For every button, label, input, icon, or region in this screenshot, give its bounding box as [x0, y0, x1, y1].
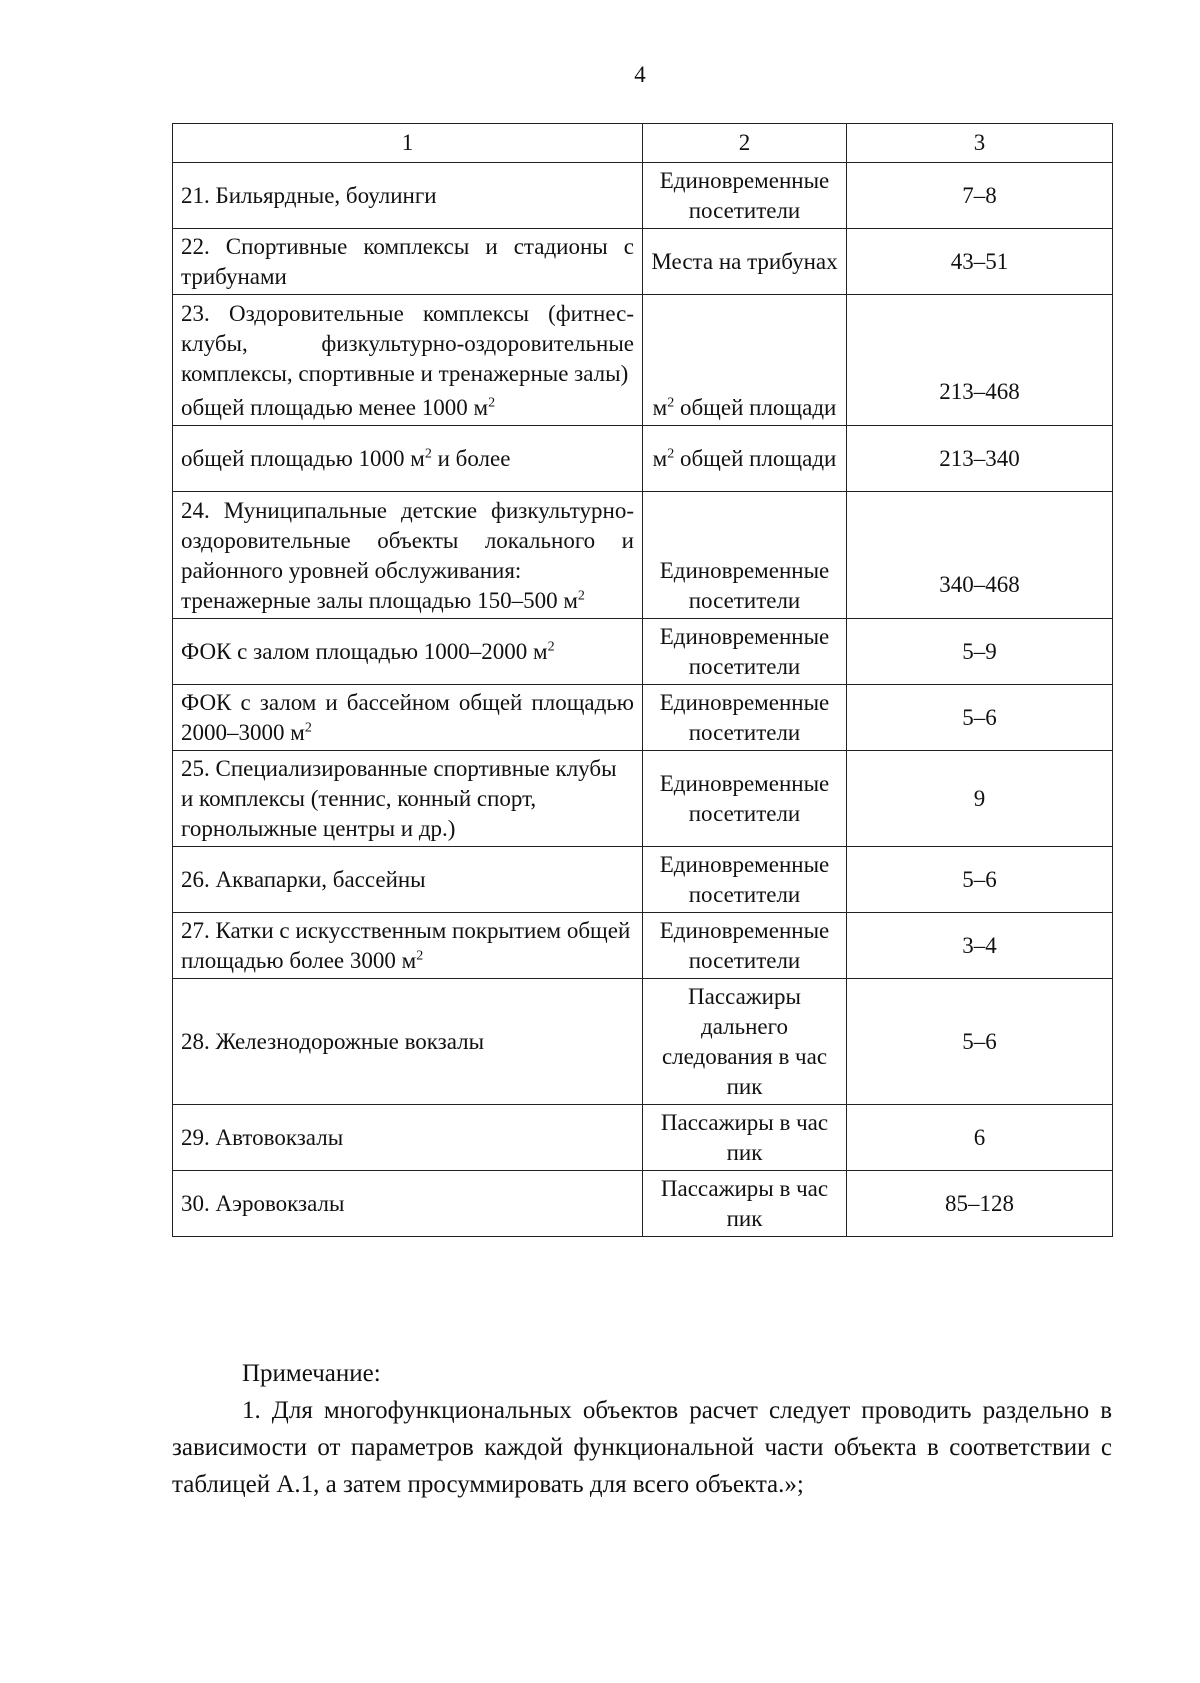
value-cell: 43–51 [847, 229, 1113, 295]
unit-cell: Единовременные посетители [643, 847, 847, 913]
data-table [172, 123, 1113, 1237]
table-row [173, 1105, 1113, 1171]
superscript: 2 [667, 445, 675, 461]
unit-cell: Единовременные посетители [643, 913, 847, 979]
subitem-text: общей площадью менее 1000 м [181, 395, 489, 420]
table-row [173, 163, 1113, 229]
table-row [173, 426, 1113, 492]
unit-text: общей площади [674, 395, 837, 420]
name-text: ФОК с залом и бассейном общей площадью 2000–3000 м [181, 689, 634, 745]
value-cell: 9 [847, 751, 1113, 847]
column-header: 3 [847, 124, 1113, 163]
value-cell: 5–6 [847, 685, 1113, 751]
table-row [173, 847, 1113, 913]
superscript: 2 [547, 638, 555, 654]
group-title: 24. Муниципальные детские физкультурно-оздоровительные объекты локального и районного уровней обслуживания: [181, 498, 634, 583]
note-block [172, 1355, 1112, 1503]
value-cell: 5–6 [847, 847, 1113, 913]
superscript: 2 [424, 445, 432, 461]
table-row [173, 685, 1113, 751]
object-name [173, 295, 643, 426]
name-text: и более [431, 445, 511, 471]
object-name: 21. Бильярдные, боулинги [173, 163, 643, 229]
subitem-name [181, 586, 634, 616]
object-name [173, 685, 643, 751]
unit-cell: Пассажиры дальнего следования в час пик [643, 979, 847, 1105]
superscript: 2 [416, 947, 424, 963]
superscript: 2 [577, 588, 585, 604]
unit-cell: Единовременные посетители [643, 751, 847, 847]
object-name [173, 426, 643, 492]
table-row [173, 979, 1113, 1105]
value-cell: 6 [847, 1105, 1113, 1171]
table-row [173, 229, 1113, 295]
object-name: 26. Аквапарки, бассейны [173, 847, 643, 913]
page-number: 4 [634, 62, 646, 87]
value-cell: 85–128 [847, 1171, 1113, 1237]
table-header-row [173, 124, 1113, 163]
unit-cell: Единовременные посетители [643, 163, 847, 229]
unit-cell: Единовременные посетители [643, 685, 847, 751]
object-name [173, 913, 643, 979]
unit-cell: Места на трибунах [643, 229, 847, 295]
table-row-group [173, 492, 1113, 619]
unit-text: м [652, 445, 668, 471]
superscript: 2 [667, 395, 675, 411]
value-cell: 340–468 [847, 492, 1113, 619]
table-row-group [173, 295, 1113, 426]
note-text: 1. Для многофункциональных объектов расчет следует проводить раздельно в зависимости от параметров каждой функциональной части объекта в соответствии с таблицей А.1, а затем просуммировать для всего объекта.»; [172, 1397, 1112, 1498]
group-title: 23. Оздоровительные комплексы (фитнес-клубы, физкультурно-оздоровительные комплексы, спортивные и тренажерные залы) [181, 301, 634, 386]
unit-cell: Пассажиры в час пик [643, 1171, 847, 1237]
unit-cell: Единовременные посетители [643, 619, 847, 685]
table-row [173, 1171, 1113, 1237]
column-header: 2 [643, 124, 847, 163]
value-cell: 213–340 [847, 426, 1113, 492]
object-name: 30. Аэровокзалы [173, 1171, 643, 1237]
name-text: общей площадью 1000 м [181, 445, 425, 471]
object-name: 28. Железнодорожные вокзалы [173, 979, 643, 1105]
value-cell: 3–4 [847, 913, 1113, 979]
table-row [173, 913, 1113, 979]
subitem-name [181, 393, 634, 423]
value-cell: 5–6 [847, 979, 1113, 1105]
superscript: 2 [304, 719, 312, 735]
unit-cell: Пассажиры в час пик [643, 1105, 847, 1171]
object-name: 25. Специализированные спортивные клубы и комплексы (теннис, конный спорт, горнолыжные центры и др.) [173, 751, 643, 847]
column-header: 1 [173, 124, 643, 163]
unit-cell [643, 295, 847, 426]
value-cell: 213–468 [847, 295, 1113, 426]
unit-cell: Единовременные посетители [643, 492, 847, 619]
subitem-text: тренажерные залы площадью 150–500 м [181, 588, 578, 613]
superscript: 2 [488, 395, 496, 411]
note-title: Примечание: [242, 1360, 381, 1387]
value-cell: 7–8 [847, 163, 1113, 229]
unit-text: м [652, 395, 668, 420]
unit-text: общей площади [674, 445, 837, 471]
object-name [173, 619, 643, 685]
object-name: 22. Спортивные комплексы и стадионы с трибунами [173, 229, 643, 295]
name-text: 27. Катки с искусственным покрытием общей площадью более 3000 м [181, 917, 631, 973]
object-name [173, 492, 643, 619]
value-cell: 5–9 [847, 619, 1113, 685]
name-text: ФОК с залом площадью 1000–2000 м [181, 638, 548, 664]
unit-cell [643, 426, 847, 492]
table-row [173, 751, 1113, 847]
object-name: 29. Автовокзалы [173, 1105, 643, 1171]
table-row [173, 619, 1113, 685]
